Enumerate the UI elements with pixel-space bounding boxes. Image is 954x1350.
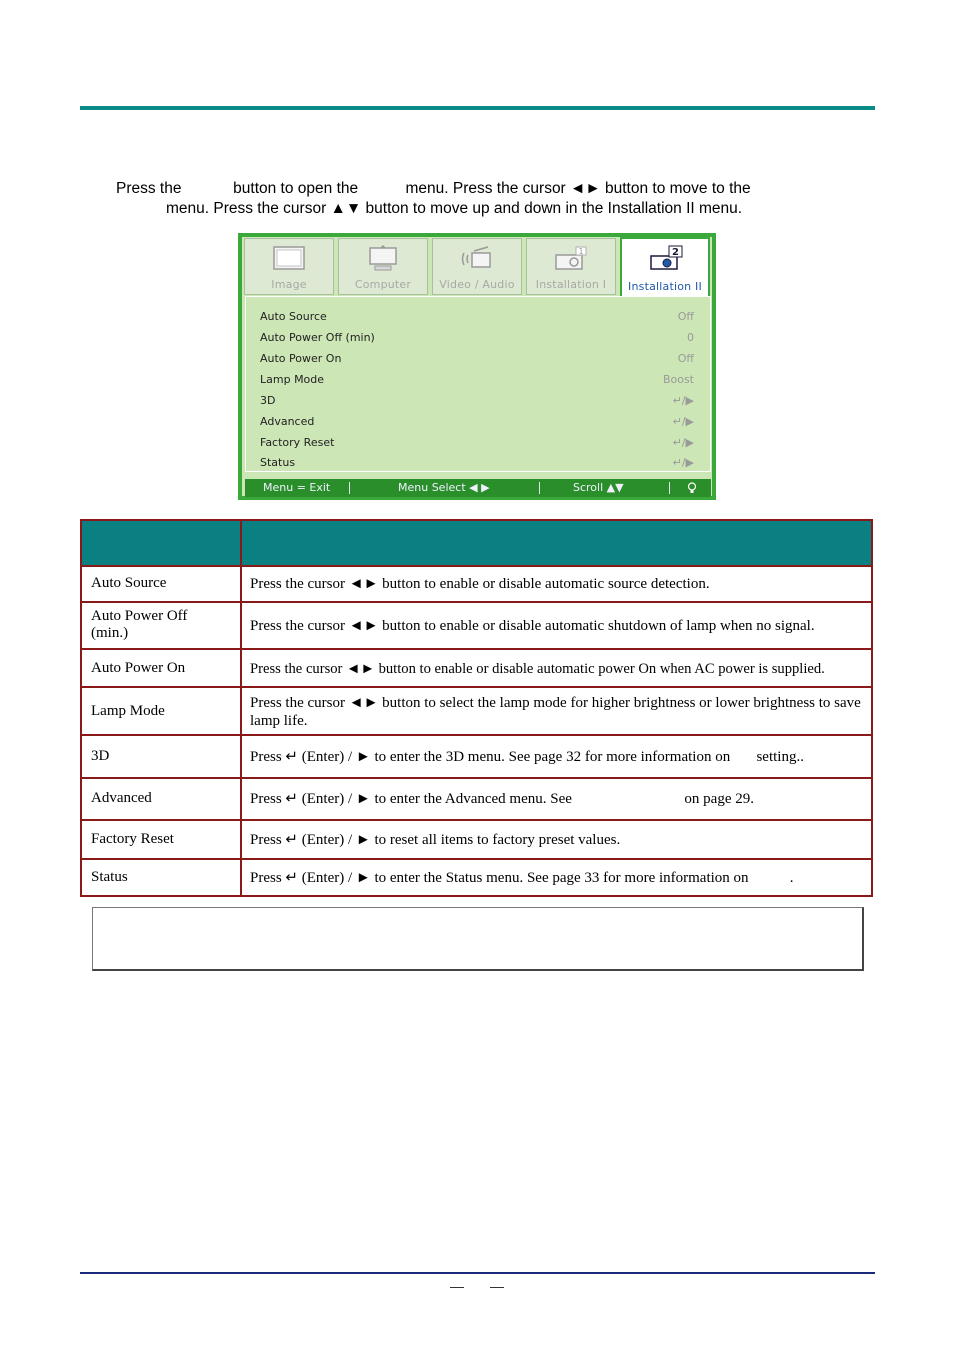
row-divider	[82, 819, 871, 821]
table-cell-desc: Press ↵ (Enter) / ► to reset all items to factory preset values.	[250, 832, 621, 848]
bulb-icon	[687, 482, 697, 494]
table-cell-desc: Press ↵ (Enter) / ► to enter the Status menu. See page 33 for more information on .	[250, 870, 794, 886]
menu-item-3d[interactable]	[260, 391, 694, 411]
page-number-dash	[490, 1287, 504, 1288]
row-divider	[82, 648, 871, 650]
intro-line-1: Press the button to open the menu. Press the cursor ◄► button to move to the	[116, 180, 751, 197]
scroll-hint: Scroll ▲▼	[573, 481, 624, 494]
settings-table	[80, 519, 873, 897]
row-divider	[82, 686, 871, 688]
table-cell-item: Advanced	[91, 790, 152, 806]
video-audio-tab-icon	[460, 245, 494, 273]
tab-computer-label: Computer	[354, 278, 412, 291]
tab-computer[interactable]	[338, 238, 428, 295]
table-header	[82, 521, 871, 565]
table-cell-item: 3D	[91, 748, 110, 764]
footer-rule	[80, 1272, 875, 1274]
column-divider	[240, 521, 242, 895]
tab-video-audio[interactable]	[432, 238, 522, 295]
menu-item-value: Boost	[662, 373, 694, 386]
help-separator	[349, 482, 350, 494]
menu-item-value: Off	[677, 310, 694, 323]
menu-item-label: Auto Power Off (min)	[260, 331, 375, 344]
menu-item-value: ↵/▶	[672, 436, 694, 449]
menu-item-label: Auto Source	[260, 310, 327, 323]
table-cell-desc: Press the cursor ◄► button to enable or disable automatic source detection.	[250, 576, 710, 592]
menu-exit-hint: Menu = Exit	[263, 481, 331, 494]
menu-item-status[interactable]	[260, 453, 694, 473]
row-divider	[82, 858, 871, 860]
menu-item-auto-power-off[interactable]	[260, 328, 694, 348]
menu-item-value: ↵/▶	[672, 394, 694, 407]
installation-1-tab-icon	[554, 245, 588, 273]
osd-tab-bar	[244, 238, 714, 296]
menu-item-label: Advanced	[260, 415, 315, 428]
menu-item-label: Auto Power On	[260, 352, 342, 365]
tab-image[interactable]	[244, 238, 334, 295]
menu-item-value: Off	[677, 352, 694, 365]
header-rule	[80, 106, 875, 110]
tab-installation-1[interactable]	[526, 238, 616, 295]
menu-item-factory-reset[interactable]	[260, 433, 694, 453]
help-separator	[669, 482, 670, 494]
computer-tab-icon	[366, 245, 400, 273]
row-divider	[82, 601, 871, 603]
table-cell-desc: Press ↵ (Enter) / ► to enter the Advanced menu. See on page 29.	[250, 791, 754, 807]
menu-item-value: ↵/▶	[672, 456, 694, 469]
table-cell-desc: Press the cursor ◄► button to enable or disable automatic power On when AC power is supplied.	[250, 661, 825, 677]
svg-text:2: 2	[672, 247, 679, 258]
tab-image-label: Image	[271, 278, 307, 291]
intro-paragraph	[116, 179, 836, 219]
installation-2-tab-icon	[649, 245, 683, 273]
tab-installation-1-label: Installation I	[535, 278, 607, 291]
table-cell-item: Auto Source	[91, 575, 167, 591]
tab-installation-2[interactable]	[620, 237, 710, 297]
menu-item-value: ↵/▶	[672, 415, 694, 428]
table-cell-item: Auto Power On	[91, 660, 186, 676]
osd-help-bar	[245, 479, 711, 497]
menu-item-label: 3D	[260, 394, 276, 407]
menu-item-auto-power-on[interactable]	[260, 349, 694, 369]
osd-menu-list	[245, 296, 711, 472]
page-number-dash	[450, 1287, 464, 1288]
osd-panel	[242, 237, 712, 496]
menu-item-label: Factory Reset	[260, 436, 335, 449]
menu-item-advanced[interactable]	[260, 412, 694, 432]
row-divider	[82, 565, 871, 567]
table-cell-item: Lamp Mode	[91, 703, 165, 719]
row-divider	[82, 777, 871, 779]
tab-installation-2-label: Installation II	[628, 280, 702, 293]
table-cell-desc: Press the cursor ◄► button to enable or disable automatic shutdown of lamp when no signal.	[250, 618, 815, 634]
help-separator	[539, 482, 540, 494]
table-cell-item: Factory Reset	[91, 831, 174, 847]
intro-line-2: menu. Press the cursor ▲▼ button to move up and down in the Installation II menu.	[166, 200, 743, 217]
table-cell-item: Status	[91, 869, 128, 885]
menu-item-value: 0	[687, 331, 694, 344]
tab-video-audio-label: Video / Audio	[439, 278, 515, 291]
menu-item-auto-source[interactable]	[260, 307, 694, 327]
svg-text:1: 1	[578, 247, 584, 256]
menu-item-label: Status	[260, 456, 296, 469]
osd-menu	[238, 233, 716, 500]
table-cell-item: Auto Power Off (min.)	[91, 608, 188, 641]
page-number	[450, 1276, 510, 1290]
row-divider	[82, 734, 871, 736]
note-box	[92, 907, 864, 971]
menu-item-lamp-mode[interactable]	[260, 370, 694, 390]
menu-select-hint: Menu Select ◀ ▶	[398, 481, 490, 494]
image-tab-icon	[272, 245, 306, 273]
menu-item-label: Lamp Mode	[260, 373, 325, 386]
table-cell-desc: Press ↵ (Enter) / ► to enter the 3D menu. See page 32 for more information on setting..	[250, 749, 804, 765]
table-cell-desc: Press the cursor ◄► button to select the lamp mode for higher brightness or lower brightness to save lamp life.	[250, 695, 861, 729]
